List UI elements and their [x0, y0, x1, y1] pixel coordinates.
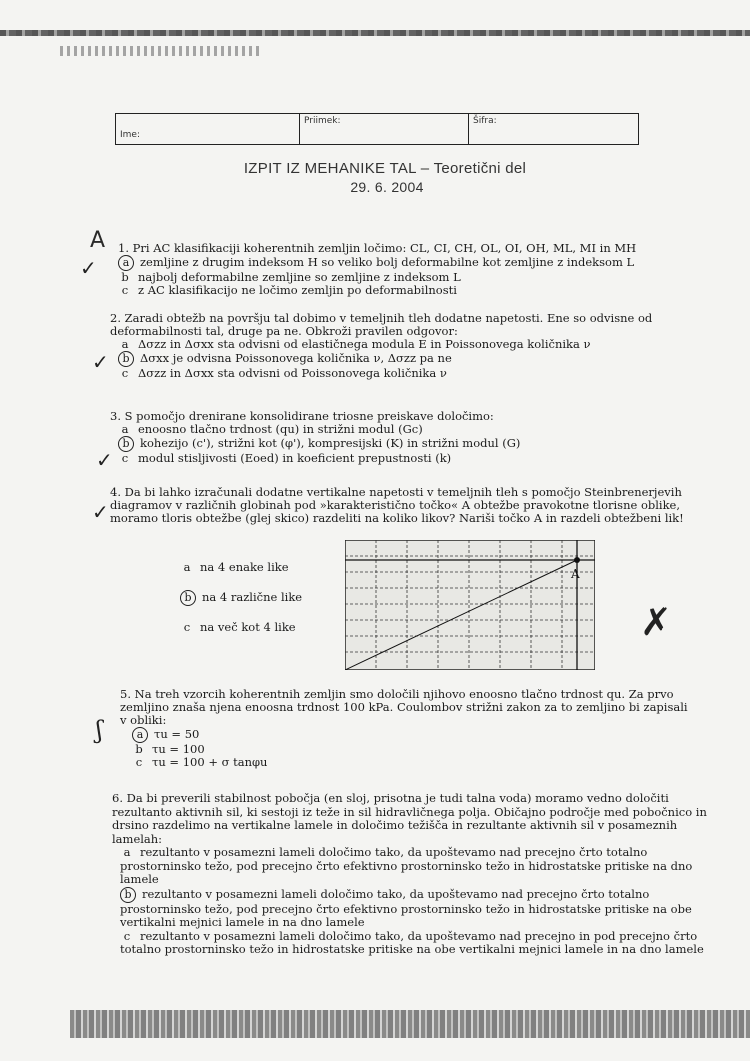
q3-option-a: enoosno tlačno trdnost (qu) in strižni modul (Gc)	[138, 422, 423, 436]
q1-b-letter: b	[121, 270, 129, 284]
question-3	[110, 410, 520, 465]
id-cell	[469, 114, 638, 144]
question-6	[112, 792, 712, 957]
priimek-label: Priimek:	[304, 116, 341, 126]
q1-a-circle-icon: a	[118, 255, 134, 271]
q5-option-c: τu = 100 + σ tanφu	[152, 755, 268, 769]
q1-option-b: najbolj deformabilne zemljine so zemljine z indeksom L	[138, 270, 461, 284]
q4-option-a: na 4 enake like	[200, 560, 289, 574]
checkmark-icon: ✓	[92, 350, 109, 374]
q6-b-circle-icon: b	[120, 887, 136, 903]
q6-option-b: rezultanto v posamezni lameli določimo tako, da upoštevamo nad precejno črto totalno prostorninsko težo, pod precejno črto efektivno prostorninsko težo in hidrostatske pritiske na obe vertikalni mejnici lamele in na dno lamele	[120, 886, 692, 929]
exam-date: 29. 6. 2004	[350, 179, 424, 195]
q3-b-circle-icon: b	[118, 436, 134, 452]
sifra-label: Šifra:	[473, 116, 497, 126]
question-2	[110, 312, 685, 380]
question-4	[110, 486, 690, 525]
checkmark-icon: ✓	[80, 256, 97, 280]
q3-option-b: kohezijo (c'), strižni kot (φ'), kompresijski (K) in strižni modul (G)	[140, 436, 521, 450]
q3-number: 3.	[110, 409, 121, 423]
spiral-scribble-icon: ʃ	[96, 716, 103, 744]
q2-option-a: Δσzz in Δσxx sta odvisni od elastičnega modula E in Poissonovega količnika ν	[138, 337, 591, 351]
q3-a-letter: a	[121, 422, 129, 436]
load-plan-grid	[345, 540, 595, 670]
q6-c-letter: c	[123, 928, 131, 943]
q3-option-c: modul stisljivosti (Eoed) in koeficient prepustnosti (k)	[138, 451, 452, 465]
q1-option-c: z AC klasifikacijo ne ločimo zemljin po deformabilnosti	[138, 283, 457, 297]
q2-text: Zaradi obtežb na površju tal dobimo v temeljnih tleh dodatne napetosti. Ene so odvisne od deformabilnosti tal, druge pa ne. Obkroži pravilen odgovor:	[110, 311, 653, 338]
q6-number: 6.	[112, 791, 123, 805]
q5-number: 5.	[120, 687, 131, 701]
q5-c-letter: c	[135, 755, 143, 769]
q6-option-c: rezultanto v posamezni lameli določimo tako, da upoštevamo nad precejno in pod precejno črto totalno prostorninsko težo in hidrostatske pritiske na obe vertikalni mejnici lamele in na dno lamele	[120, 928, 704, 956]
name-cell	[116, 114, 300, 144]
q2-a-letter: a	[121, 337, 129, 351]
q1-c-letter: c	[121, 283, 129, 297]
exam-title: IZPIT IZ MEHANIKE TAL – Teoretični del	[243, 160, 527, 177]
checkmark-icon: ✓	[96, 448, 113, 472]
scan-noise-top-2	[60, 46, 260, 56]
q1-text: Pri AC klasifikaciji koherentnih zemljin ločimo: CL, CI, CH, OL, OI, OH, ML, MI in MH	[132, 241, 637, 255]
surname-cell	[300, 114, 469, 144]
q2-option-c: Δσzz in Δσxx sta odvisni od Poissonovega količnika ν	[138, 366, 447, 380]
question-5	[120, 688, 690, 769]
q5-option-b: τu = 100	[152, 742, 205, 756]
q4-a-letter: a	[183, 560, 191, 574]
q4-option-c: na več kot 4 like	[200, 620, 296, 634]
q5-text: Na treh vzorcih koherentnih zemljin smo določili njihovo enoosno tlačno trdnost qu. Za prvo zemljino znaša njena enoosna trdnost 100 kPa. Coulombov strižni zakon za to zemljino bi zapisali v obliki:	[120, 687, 688, 727]
scan-noise-top	[0, 30, 750, 36]
q4-number: 4.	[110, 485, 121, 499]
q3-c-letter: c	[121, 451, 129, 465]
q1-number: 1.	[118, 241, 129, 255]
section-mark: A	[90, 228, 106, 253]
q1-option-a: zemljine z drugim indeksom H so veliko bolj deformabilne kot zemljine z indeksom L	[140, 255, 635, 269]
q4-text: Da bi lahko izračunali dodatne vertikalne napetosti v temeljnih tleh s pomočjo Steinbrenerjevih diagramov v različnih globinah pod »karakteristično točko« A obtežbe pravokotne tlorisne oblike, moramo tloris obtežbe (glej skico) razdeliti na koliko likov? Nariši točko A in razdeli obtežbeni lik!	[110, 485, 684, 525]
q5-b-letter: b	[135, 742, 143, 756]
q4-options	[180, 552, 302, 642]
q2-b-circle-icon: b	[118, 351, 134, 367]
q5-a-circle-icon: a	[132, 727, 148, 743]
checkmark-icon: ✓	[92, 500, 109, 524]
point-a-label: A	[571, 567, 580, 581]
q5-option-a: τu = 50	[154, 727, 200, 741]
q4-b-circle-icon: b	[180, 590, 196, 606]
question-1	[118, 242, 636, 297]
q6-a-letter: a	[123, 845, 131, 859]
q4-option-b: na 4 različne like	[202, 590, 303, 604]
q2-number: 2.	[110, 311, 121, 325]
ime-label: Ime:	[120, 130, 140, 140]
student-info-table	[115, 113, 639, 145]
q4-c-letter: c	[183, 620, 191, 634]
scan-noise-bottom	[70, 1010, 750, 1038]
q6-text: Da bi preverili stabilnost pobočja (en sloj, prisotna je tudi talna voda) moramo vedno določiti rezultanto aktivnih sil, ki sestoji iz teže in sil hidravličnega polja. Običajno področje med pobočnico in drsino razdelimo na vertikalne lamele in določimo težišča in rezultante aktivnih sil v posameznih lamelah:	[112, 791, 707, 846]
cross-scribble-icon: ✗	[640, 600, 672, 644]
q3-text: S pomočjo drenirane konsolidirane triosne preiskave določimo:	[124, 409, 494, 423]
q2-c-letter: c	[121, 366, 129, 380]
load-plan-sketch	[345, 540, 595, 670]
q6-option-a: rezultanto v posamezni lameli določimo tako, da upoštevamo nad precejno črto totalno prostorninsko težo, pod precejno črto efektivno prostorninsko težo in hidrostatske pritiske na dno lamele	[120, 845, 693, 886]
q2-option-b: Δσxx je odvisna Poissonovega količnika ν, Δσzz pa ne	[140, 351, 452, 365]
